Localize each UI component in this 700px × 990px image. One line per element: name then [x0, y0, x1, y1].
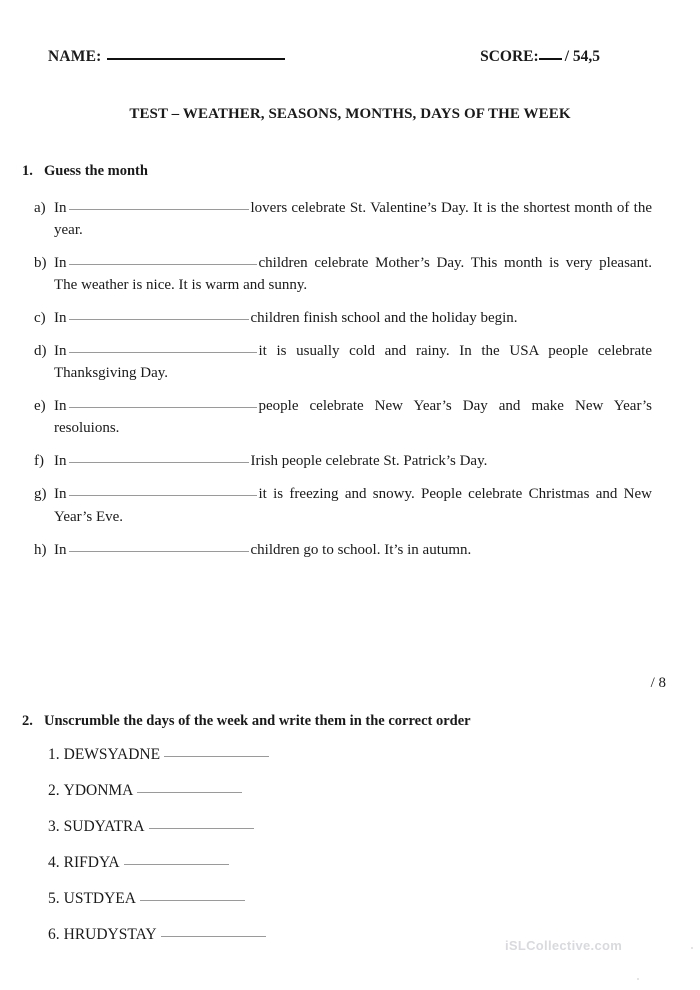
- exercise-1-heading: [22, 163, 148, 180]
- scrambled-word: YDONMA: [63, 782, 134, 799]
- question-item-b: [34, 252, 652, 296]
- name-field-group: [48, 48, 285, 66]
- question-lead-in: In: [54, 310, 67, 327]
- question-remainder: children go to school. It’s in autumn.: [250, 541, 472, 558]
- answer-blank[interactable]: [69, 551, 249, 552]
- site-watermark: iSLCollective.com: [505, 938, 623, 953]
- question-lead-in: In: [54, 398, 67, 415]
- question-item-f: [34, 450, 652, 472]
- name-label: NAME:: [48, 48, 102, 65]
- exercise-1-points: / 8: [650, 675, 666, 691]
- question-remainder: people celebrate New Year’s Day and make New Year’s resoluions.: [54, 398, 652, 437]
- question-remainder: children celebrate Mother’s Day. This month is very pleasant. The weather is nice. It is warm and sunny.: [54, 255, 652, 294]
- answer-blank[interactable]: [69, 407, 257, 408]
- question-text: [54, 340, 652, 384]
- scramble-marker: 4.: [48, 854, 60, 871]
- scramble-item-2: [48, 782, 648, 818]
- scramble-marker: 6.: [48, 926, 60, 943]
- question-item-e: [34, 395, 652, 439]
- question-remainder: lovers celebrate St. Valentine’s Day. It is the shortest month of the year.: [54, 200, 652, 239]
- question-item-d: [34, 340, 652, 384]
- scrambled-word: DEWSYADNE: [63, 746, 161, 763]
- question-marker: a): [34, 200, 46, 216]
- question-remainder: it is freezing and snowy. People celebrate Christmas and New Year’s Eve.: [54, 486, 652, 525]
- question-lead-in: In: [54, 453, 67, 470]
- question-marker: f): [34, 453, 44, 470]
- answer-blank[interactable]: [69, 495, 257, 496]
- question-item-c: [34, 307, 652, 329]
- scramble-marker: 1.: [48, 746, 60, 763]
- question-lead-in: In: [54, 200, 67, 216]
- answer-blank[interactable]: [69, 352, 257, 353]
- question-text: [54, 483, 652, 527]
- scan-speck: [691, 947, 693, 949]
- question-text: [54, 197, 652, 241]
- answer-blank[interactable]: [124, 863, 229, 865]
- scramble-item-4: [48, 854, 648, 890]
- scrambled-word: USTDYEA: [63, 890, 136, 907]
- question-lead-in: In: [54, 486, 67, 503]
- question-text: [54, 395, 652, 439]
- question-marker: e): [34, 398, 46, 415]
- scramble-item-1: [48, 746, 648, 782]
- answer-blank[interactable]: [137, 791, 242, 793]
- question-remainder: it is usually cold and rainy. In the USA people celebrate Thanksgiving Day.: [54, 343, 652, 382]
- question-marker: b): [34, 255, 47, 272]
- answer-blank[interactable]: [69, 209, 249, 210]
- question-item-a: [34, 197, 652, 241]
- score-answer-blank[interactable]: [539, 57, 562, 60]
- exercise-1-number: 1.: [22, 163, 33, 179]
- header-row: [48, 48, 652, 72]
- scrambled-word: RIFDYA: [63, 854, 120, 871]
- scan-speck: [637, 978, 639, 980]
- question-lead-in: In: [54, 541, 67, 558]
- exercise-1-question-list: [34, 197, 652, 572]
- question-marker: c): [34, 310, 46, 327]
- question-marker: g): [34, 486, 47, 503]
- question-item-g: [34, 483, 652, 527]
- score-label: SCORE:: [480, 48, 539, 65]
- question-remainder: children finish school and the holiday begin.: [250, 310, 518, 327]
- exercise-2-scramble-list: [48, 746, 648, 962]
- scramble-marker: 5.: [48, 890, 60, 907]
- score-field-group: [480, 48, 600, 66]
- exercise-2-heading-text: Unscrumble the days of the week and write them in the correct order: [44, 713, 471, 729]
- question-text: [54, 307, 652, 329]
- exercise-2-number: 2.: [22, 713, 33, 729]
- question-text: [54, 539, 652, 561]
- scramble-marker: 3.: [48, 818, 60, 835]
- answer-blank[interactable]: [69, 462, 249, 463]
- answer-blank[interactable]: [149, 827, 254, 829]
- question-text: [54, 450, 652, 472]
- question-text: [54, 252, 652, 296]
- scramble-item-3: [48, 818, 648, 854]
- scramble-marker: 2.: [48, 782, 60, 799]
- answer-blank[interactable]: [140, 899, 245, 901]
- question-remainder: Irish people celebrate St. Patrick’s Day.: [250, 453, 488, 470]
- answer-blank[interactable]: [69, 319, 249, 320]
- question-lead-in: In: [54, 255, 67, 272]
- answer-blank[interactable]: [161, 935, 266, 937]
- exercise-2-heading: [22, 713, 471, 730]
- score-max-label: / 54,5: [564, 48, 600, 65]
- scramble-item-5: [48, 890, 648, 926]
- answer-blank[interactable]: [69, 264, 257, 265]
- scrambled-word: HRUDYSTAY: [63, 926, 157, 943]
- question-marker: h): [34, 541, 47, 558]
- name-answer-blank[interactable]: [107, 57, 285, 60]
- question-marker: d): [34, 343, 47, 360]
- question-lead-in: In: [54, 343, 67, 360]
- scrambled-word: SUDYATRA: [63, 818, 145, 835]
- exercise-1-heading-text: Guess the month: [44, 163, 148, 179]
- answer-blank[interactable]: [164, 755, 269, 757]
- page-title: TEST – WEATHER, SEASONS, MONTHS, DAYS OF THE WEEK: [129, 106, 571, 122]
- question-item-h: [34, 539, 652, 561]
